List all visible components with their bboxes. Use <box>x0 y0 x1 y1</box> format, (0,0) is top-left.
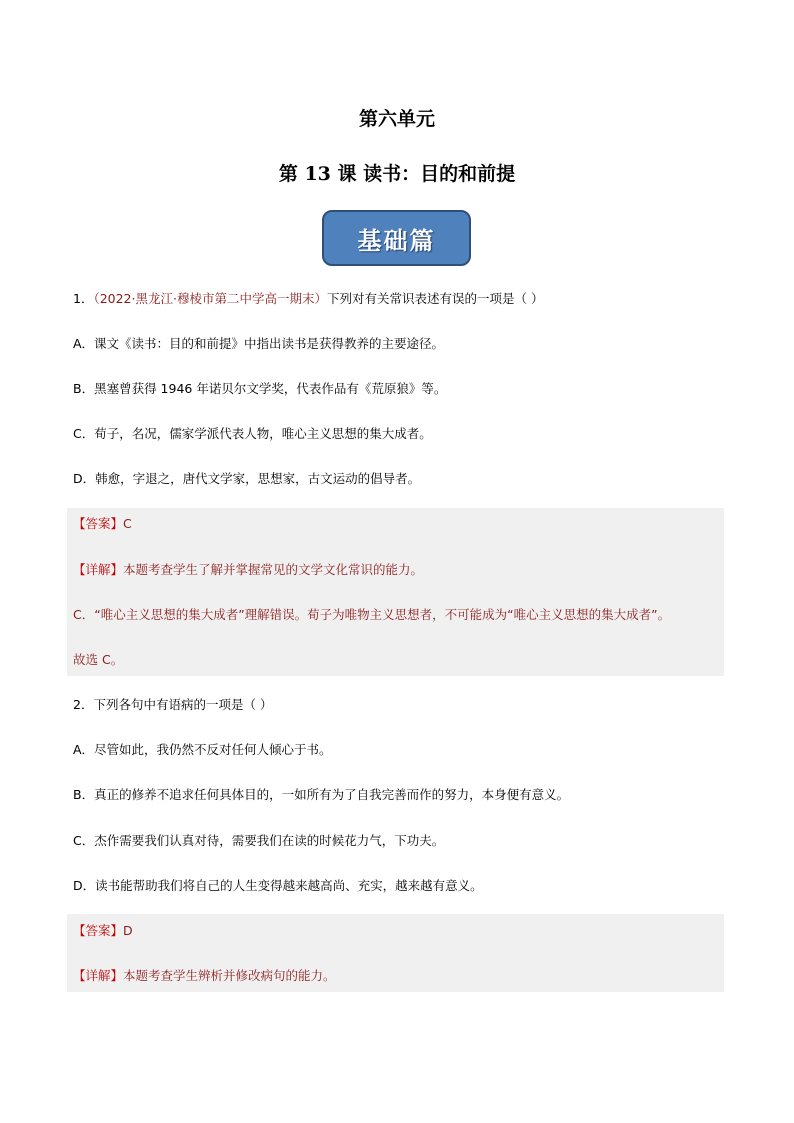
option-a: A．尽管如此，我仍然不反对任何人倾心于书。 <box>73 742 332 757</box>
option-d: D．读书能帮助我们将自己的人生变得越来越高尚、充实，越来越有意义。 <box>73 878 483 893</box>
option-b: B．真正的修养不追求任何具体目的，一如所有为了自我完善而作的努力，本身便有意义。 <box>73 787 570 802</box>
unit-title: 第六单元 <box>358 108 435 130</box>
answer-block-1 <box>67 508 724 676</box>
option-a: A．课文《读书：目的和前提》中指出读书是获得教养的主要途径。 <box>73 336 445 351</box>
detail-text: 本题考查学生辨析并修改病句的能力。 <box>123 968 336 983</box>
option-c: C．杰作需要我们认真对待，需要我们在读的时候花力气，下功夫。 <box>73 833 445 848</box>
conclusion-text: 故选 C。 <box>73 652 124 667</box>
section-badge: 基础篇 <box>322 210 471 266</box>
answer-line <box>73 922 133 940</box>
answer-line <box>73 515 132 533</box>
detail-label: 【详解】 <box>73 562 124 577</box>
explanation-text: C．“唯心主义思想的集大成者”理解错误。荀子为唯物主义思想者，不可能成为“唯心主义思想的集大成者”。 <box>73 607 671 622</box>
detail-line <box>73 561 423 579</box>
answer-value: C <box>123 516 132 531</box>
option-b: B．黑塞曾获得 1946 年诺贝尔文学奖，代表作品有《荒原狼》等。 <box>73 381 447 396</box>
question-stem: 下列对有关常识表述有误的一项是（ ） <box>326 291 544 306</box>
question-2 <box>73 696 272 714</box>
question-number: 2． <box>73 697 94 712</box>
option-d: D．韩愈，字退之，唐代文学家，思想家，古文运动的倡导者。 <box>73 471 421 486</box>
answer-label: 【答案】 <box>73 516 124 531</box>
question-number: 1． <box>73 291 94 306</box>
detail-label: 【详解】 <box>73 968 124 983</box>
detail-line <box>73 967 336 985</box>
question-stem: 下列各句中有语病的一项是（ ） <box>93 697 273 712</box>
detail-text: 本题考查学生了解并掌握常见的文学文化常识的能力。 <box>123 562 424 577</box>
answer-value: D <box>123 923 133 938</box>
option-c: C．荀子，名况，儒家学派代表人物，唯心主义思想的集大成者。 <box>73 426 432 441</box>
question-source: （2022·黑龙江·穆棱市第二中学高一期末） <box>93 291 327 306</box>
lesson-title: 第 13 课 读书：目的和前提 <box>278 163 516 185</box>
question-1 <box>73 290 543 308</box>
answer-label: 【答案】 <box>73 923 124 938</box>
